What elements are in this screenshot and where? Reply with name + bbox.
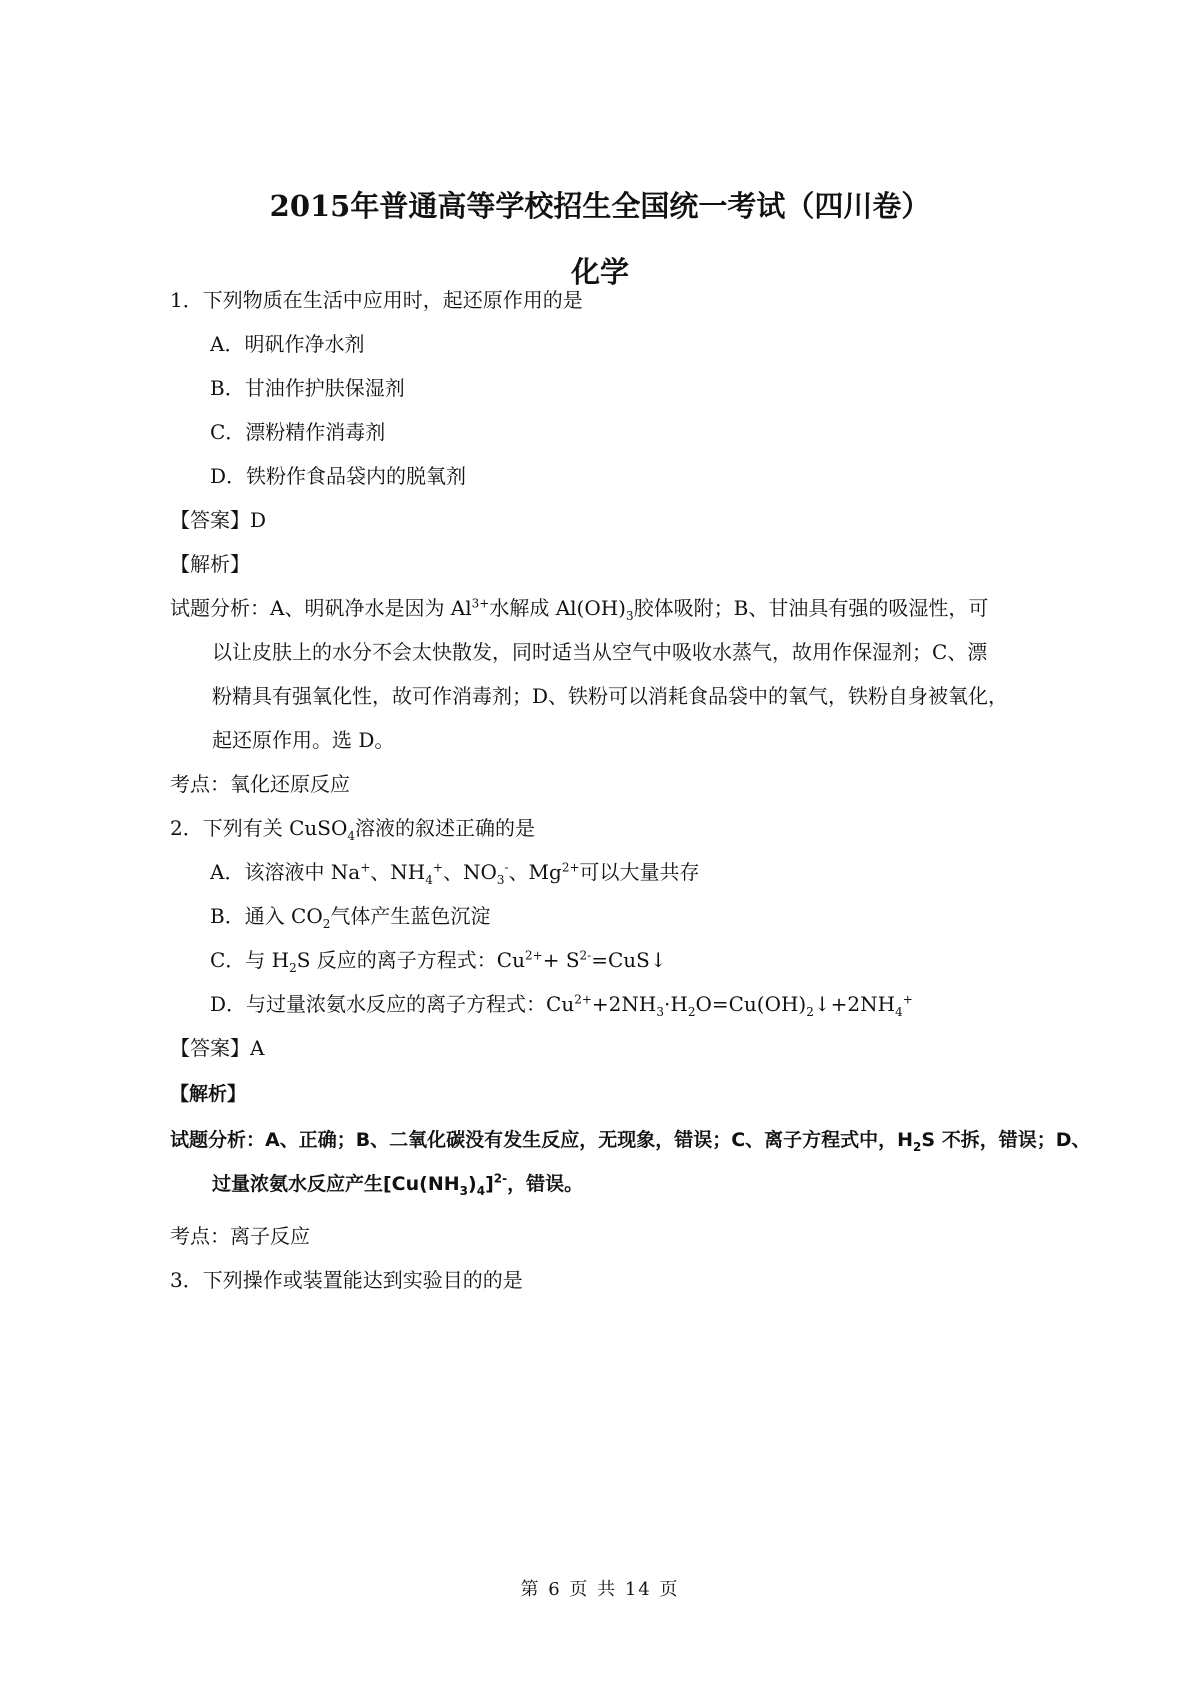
q1-analysis-line-3: 粉精具有强氧化性，故可作消毒剂；D、铁粉可以消耗食品袋中的氧气，铁粉自身被氧化， <box>212 684 1009 708</box>
q1-analysis-heading: 【解析】 <box>170 552 250 576</box>
exam-title: 2015年普通高等学校招生全国统一考试（四川卷） <box>269 189 931 223</box>
page-footer: 第 6 页 共 14 页 <box>520 1579 680 1600</box>
q2-option-b: B．通入 $CO_2$气体产生蓝色沉淀 <box>210 904 491 931</box>
q2-option-a: A．该溶液中 Na+、$NH_4^+$、$NO_3^-$、$Mg^{2+}$可以大量共存 <box>210 860 700 887</box>
q2-stem: 2．下列有关 CuSO$_4$溶液的叙述正确的是 <box>170 816 536 843</box>
q2-option-c: C．与 $H_2S$ 反应的离子方程式：$Cu^{2+}+$ $S^{2-}=CuS↓$ <box>210 948 667 975</box>
q2-analysis-line-2: 过量浓氨水反应产生$[Cu(NH_3)_4]^{2-}$，错误。 <box>212 1171 584 1198</box>
q2-point: 考点：离子反应 <box>170 1224 310 1248</box>
q1-analysis-line-2: 以让皮肤上的水分不会太快散发，同时适当从空气中吸收水蒸气，故用作保湿剂；C、漂 <box>212 640 988 664</box>
q1-analysis-line-1: 试题分析：A、明矾净水是因为 $Al^{3+}$水解成 $Al(OH)_3$胶体吸附；B、甘油具有强的吸湿性，可 <box>170 596 989 623</box>
q1-answer: 【答案】D <box>170 508 267 532</box>
q2-option-d: D．与过量浓氨水反应的离子方程式：$Cu^{2+}+2NH_3\cdot H_2O=Cu(OH)_2↓+2NH_4^+$ <box>210 992 913 1019</box>
q1-option-a: A．明矾作净水剂 <box>210 332 365 356</box>
q1-option-b: B．甘油作护肤保湿剂 <box>210 376 405 400</box>
q1-analysis-line-4: 起还原作用。选 D。 <box>212 728 395 752</box>
q1-option-d: D．铁粉作食品袋内的脱氧剂 <box>210 464 467 488</box>
q1-option-c: C．漂粉精作消毒剂 <box>210 420 386 444</box>
q2-answer: 【答案】A <box>170 1036 265 1060</box>
q2-analysis-heading: 【解析】 <box>170 1083 247 1105</box>
q1-stem: 1．下列物质在生活中应用时，起还原作用的是 <box>170 288 583 312</box>
subject-title: 化学 <box>570 255 629 289</box>
q2-analysis-line-1: 试题分析：A、正确；B、二氧化碳没有发生反应，无现象，错误；C、离子方程式中，$H_2S$ 不拆，错误；D、 <box>170 1129 1091 1154</box>
q3-stem: 3．下列操作或装置能达到实验目的的是 <box>170 1268 523 1292</box>
q1-point: 考点：氧化还原反应 <box>170 772 350 796</box>
